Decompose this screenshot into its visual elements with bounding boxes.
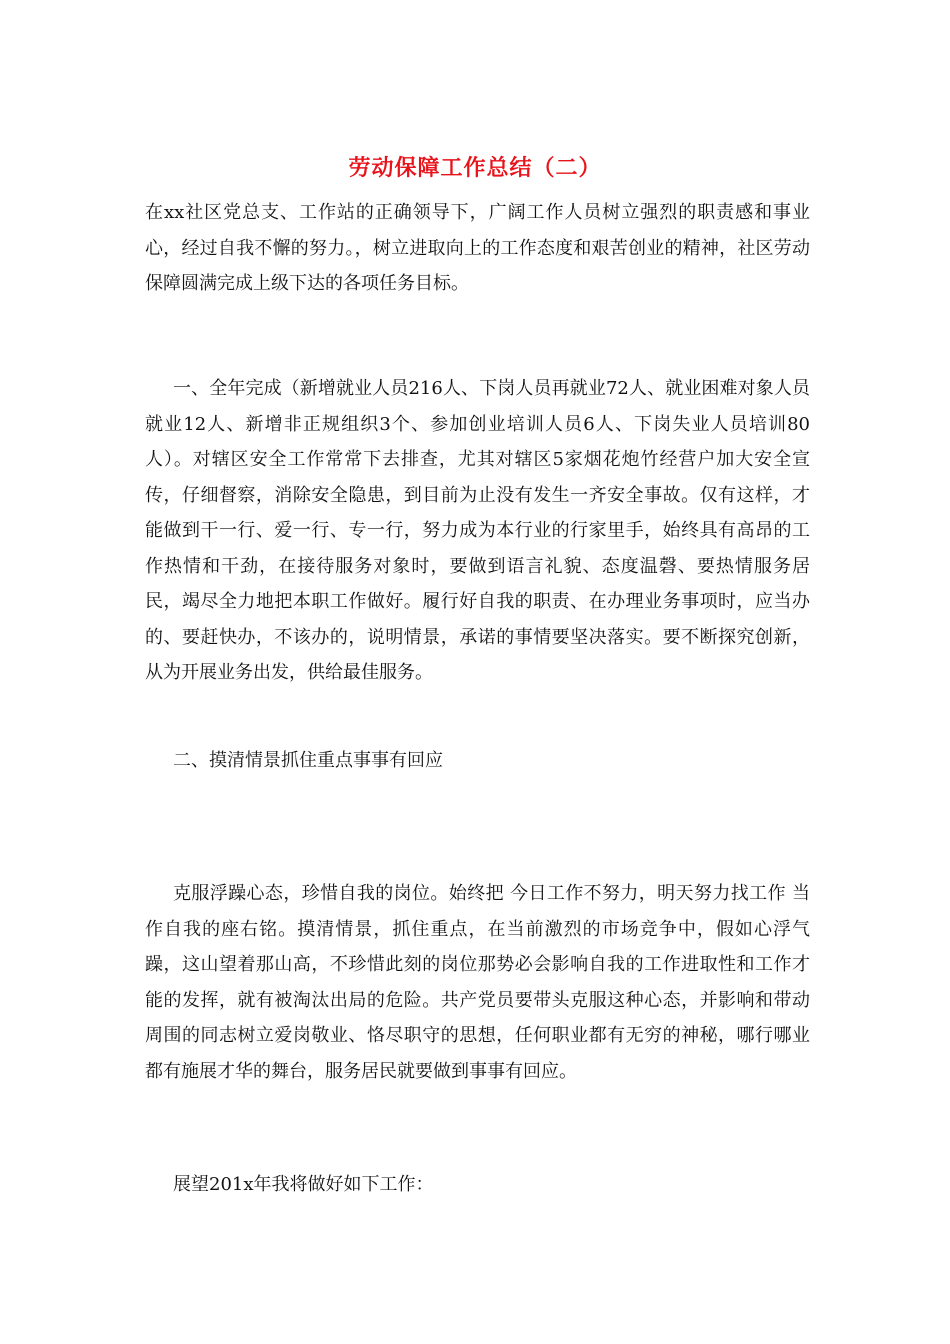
- section2-heading: 二、摸清情景抓住重点事事有回应: [173, 750, 443, 771]
- document-title: 劳动保障工作总结（二）: [348, 155, 602, 181]
- section2-paragraph: 克服浮躁心态，珍惜自我的岗位。始终把 今日工作不努力，明天努力找工作 当作自我的座右铭。摸清情景，抓住重点，在当前激烈的市场竞争中，假如心浮气躁，这山望着那山高，不珍惜此刻的岗位那势必会影响自我的工作进取性和工作才能的发挥，就有被淘汰出局的危险。共产党员要带头克服这种心态，并影响和带动周围的同志树立爱岗敬业、恪尽职守的思想，任何职业都有无穷的神秘，哪行哪业都有施展才华的舞台，服务居民就要做到事事有回应。: [145, 883, 810, 1082]
- outlook-line: 展望201x年我将做好如下工作：: [173, 1174, 434, 1195]
- intro-paragraph: 在xx社区党总支、工作站的正确领导下，广阔工作人员树立强烈的职责感和事业心，经过自我不懈的努力。，树立进取向上的工作态度和艰苦创业的精神，社区劳动保障圆满完成上级下达的各项任务目标。: [145, 202, 810, 294]
- section1-paragraph: 一、全年完成（新增就业人员216人、下岗人员再就业72人、就业困难对象人员就业12人、新增非正规组织3个、参加创业培训人员6人、下岗失业人员培训80人）。对辖区安全工作常常下去排查，尤其对辖区5家烟花炮竹经营户加大安全宣传，仔细督察，消除安全隐患，到目前为止没有发生一齐安全事故。仅有这样，才能做到干一行、爱一行、专一行，努力成为本行业的行家里手，始终具有高昂的工作热情和干劲，在接待服务对象时，要做到语言礼貌、态度温磬、要热情服务居民，竭尽全力地把本职工作做好。履行好自我的职责、在办理业务事项时，应当办的、要赶快办，不该办的，说明情景，承诺的事情要坚决落实。要不断探究创新，从为开展业务出发，供给最佳服务。: [145, 378, 810, 683]
